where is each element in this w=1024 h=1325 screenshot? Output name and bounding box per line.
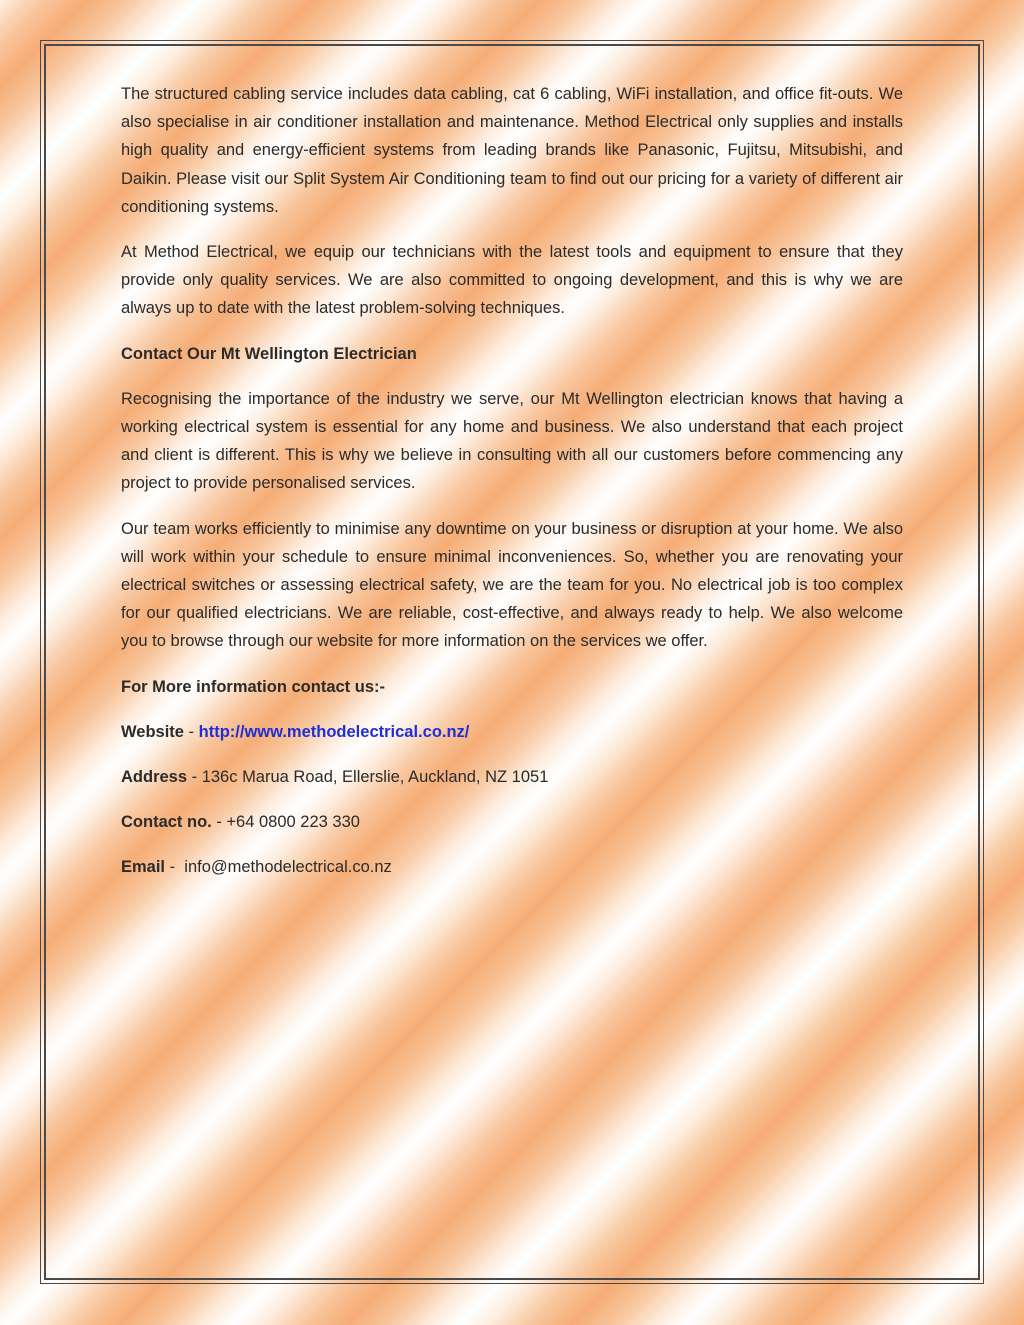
email-value: info@methodelectrical.co.nz: [184, 858, 392, 877]
website-link[interactable]: http://www.methodelectrical.co.nz/: [198, 722, 470, 741]
heading-contact-electrician: Contact Our Mt Wellington Electrician: [121, 344, 417, 363]
phone-separator: -: [211, 813, 227, 832]
paragraph-our-team: Our team works efficiently to minimise any downtime on your business or disruption at your home. We also will work within your schedule to ensure minimal inconveniences. So, whether you are renovating your electrical switches or assessing electrical safety, we are the team for you. No electrical job is too complex for our qualified electricians. We are reliable, cost-effective, and always ready to help. We also welcome you to browse through our website for more information on the services we offer.: [121, 519, 903, 651]
paragraph-technicians: At Method Electrical, we equip our technicians with the latest tools and equipment to ensure that they provide only quality services. We are also committed to ongoing development, and this is why we are always up to date with the latest problem-solving techniques.: [121, 243, 903, 318]
paragraph-structured-cabling: The structured cabling service includes data cabling, cat 6 cabling, WiFi installation, and office fit-outs. We also specialise in air conditioner installation and maintenance. Method Electrical only supplies and installs high quality and energy-efficient systems from leading brands like Panasonic, Fujitsu, Mitsubishi, and Daikin. Please visit our Split System Air Conditioning team to find out our pricing for a variety of different air conditioning systems.: [121, 85, 903, 216]
website-line: [121, 718, 903, 746]
email-separator: -: [165, 858, 185, 877]
website-separator: -: [183, 722, 199, 741]
heading-more-information: For More information contact us:-: [121, 677, 385, 696]
address-value: 136c Marua Road, Ellerslie, Auckland, NZ 1051: [201, 768, 549, 787]
email-label: Email: [121, 858, 166, 877]
website-label: Website: [121, 722, 184, 741]
email-line: [121, 853, 903, 881]
address-line: [121, 763, 903, 791]
phone-value: +64 0800 223 330: [226, 813, 360, 832]
phone-label: Contact no.: [121, 813, 212, 832]
document-body: [121, 80, 903, 899]
address-label: Address: [121, 768, 188, 787]
phone-line: [121, 808, 903, 836]
address-separator: -: [187, 768, 202, 787]
paragraph-recognising: Recognising the importance of the industry we serve, our Mt Wellington electrician knows that having a working electrical system is essential for any home and business. We also understand that each project and client is different. This is why we believe in consulting with all our customers before commencing any project to provide personalised services.: [121, 389, 903, 493]
